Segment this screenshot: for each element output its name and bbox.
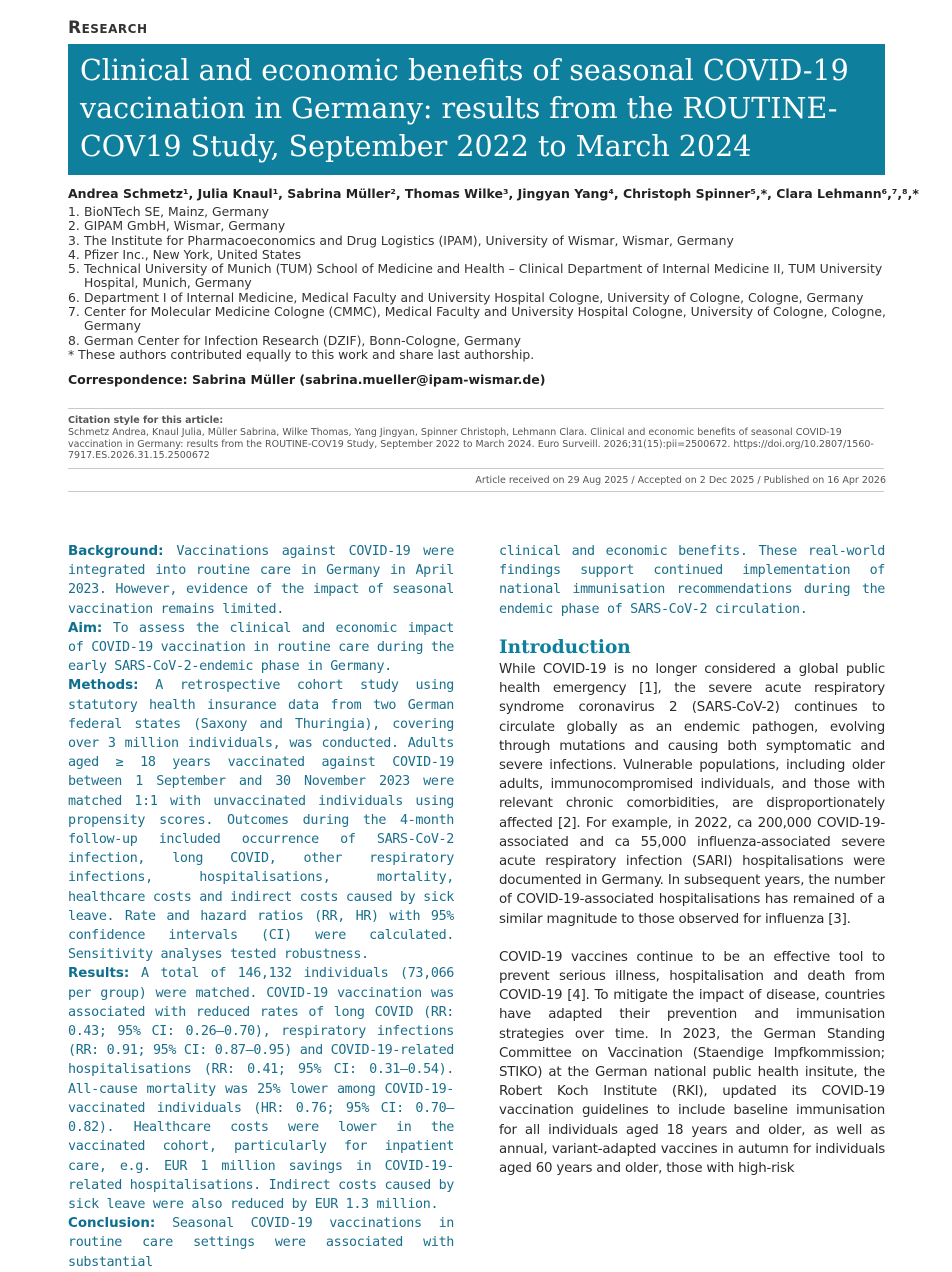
affiliation-item: [68, 205, 898, 219]
divider: [68, 408, 884, 409]
abstract-right-column: [499, 542, 885, 619]
equal-contribution-note: * These authors contributed equally to this work and share last authorship.: [68, 347, 535, 362]
affiliation-list: [68, 205, 898, 348]
abstract-methods-text: A retrospective cohort study using statutory health insurance data from two German federal states (Saxony and Thuringia), covering over 3 million individuals, was conducted. Adults aged ≥ 18 years vaccinated against COVID-19 between 1 September and 30 November 2023 were matched 1:1 with unvaccinated individuals using propensity scores. Outcomes during the 4-month follow-up included occurrence of SARS-CoV-2 infection, long COVID, other respiratory infections, hospitalisations, mortality, healthcare costs and indirect costs caused by sick leave. Rate and hazard ratios (RR, HR) with 95% confidence intervals (CI) were calculated. Sensitivity analyses tested robustness.: [68, 678, 454, 963]
affiliation-text: Department I of Internal Medicine, Medical Faculty and University Hospital Cologne, University of Cologne, Cologne, Germany: [84, 289, 864, 305]
section-label: Research: [68, 18, 148, 38]
abstract-background-label: Background:: [68, 544, 164, 559]
abstract-methods: [68, 676, 454, 964]
affiliation-text: BioNTech SE, Mainz, Germany: [84, 204, 269, 219]
affiliation-item: [68, 262, 898, 291]
abstract-left-column: [68, 542, 454, 1272]
abstract-methods-label: Methods:: [68, 678, 139, 694]
abstract-conclusion: [68, 1214, 454, 1272]
affiliation-number: 3.: [68, 232, 80, 248]
abstract-aim-label: Aim:: [68, 620, 103, 636]
divider: [68, 468, 884, 469]
affiliation-item: [68, 248, 898, 262]
affiliation-item: [68, 305, 898, 334]
affiliation-number: 8.: [68, 332, 80, 348]
affiliation-number: 6.: [68, 289, 80, 305]
affiliation-item: [68, 234, 898, 248]
affiliation-text: GIPAM GmbH, Wismar, Germany: [84, 218, 286, 234]
abstract-results-label: Results:: [68, 966, 130, 982]
affiliation-text: German Center for Infection Research (DZIF), Bonn-Cologne, Germany: [84, 332, 521, 348]
abstract-aim: [68, 619, 454, 677]
affiliation-number: 7.: [68, 304, 80, 320]
citation-heading: Citation style for this article:: [68, 415, 224, 426]
article-dates: Article received on 29 Aug 2025 / Accepted on 2 Dec 2025 / Published on 16 Apr 2026: [475, 475, 886, 486]
affiliation-item: [68, 334, 898, 348]
abstract-conclusion-continued: clinical and economic benefits. These real-world findings support continued implementation of national immunisation recommendations during the endemic phase of SARS-CoV-2 circulation.: [499, 544, 885, 617]
correspondence: Correspondence: Sabrina Müller (sabrina.mueller@ipam-wismar.de): [68, 372, 546, 387]
abstract-results-text: A total of 146,132 individuals (73,066 per group) were matched. COVID-19 vaccination was associated with reduced rates of long COVID (RR: 0.43; 95% CI: 0.26–0.70), respiratory infections (RR: 0.91; 95% CI: 0.87–0.95) and COVID-19-related hospitalisations (RR: 0.41; 95% CI: 0.31–0.54). All-cause mortality was 25% lower among COVID-19-vaccinated individuals (HR: 0.76; 95% CI: 0.70–0.82). Healthcare costs were lower in the vaccinated cohort, particularly for inpatient care, e.g. EUR 1 million savings in COVID-19-related hospitalisations. Indirect costs caused by sick leave were also reduced by EUR 1.3 million.: [68, 966, 454, 1212]
citation-text: Schmetz Andrea, Knaul Julia, Müller Sabrina, Wilke Thomas, Yang Jingyan, Spinner Christoph, Lehmann Clara. Clinical and economic benefits of seasonal COVID-19 vaccination in Germany: results from the ROUTINE-COV19 Study, September 2022 to March 2024. Euro Surveill. 2026;31(15):pii=2500672. https://doi.org/10.2807/1560-7917.ES.2026.31.15.2500672: [68, 427, 874, 462]
affiliation-text: Technical University of Munich (TUM) School of Medicine and Health – Clinical Department of Internal Medicine II, TUM University Hospital, Munich, Germany: [84, 261, 883, 291]
introduction-heading: Introduction: [499, 637, 631, 658]
affiliation-number: 5.: [68, 261, 80, 277]
affiliation-number: 1.: [68, 204, 80, 219]
title-banner: [68, 44, 885, 175]
abstract-background-text: Vaccinations against COVID-19 were integrated into routine care in Germany in April 2023. However, evidence of the impact of seasonal vaccination remains limited.: [68, 544, 455, 617]
affiliation-text: The Institute for Pharmacoeconomics and Drug Logistics (IPAM), University of Wismar, Wismar, Germany: [84, 232, 734, 248]
introduction-paragraph: COVID-19 vaccines continue to be an effective tool to prevent serious illness, hospitalisation and death from COVID-19 [4]. To mitigate the impact of disease, countries have adapted their prevention and immunisation strategies over time. In 2023, the German Standing Committee on Vaccination (Staendige Impfkommission; STIKO) at the German national public health insitute, the Robert Koch Institute (RKI), updated its COVID-19 vaccination guidelines to include baseline immunisation for all individuals aged 18 years and older, as well as annual, variant-adapted vaccines in autumn for individuals aged 60 years and older, those with high-risk: [499, 949, 885, 1177]
abstract-background: [68, 542, 454, 619]
divider: [68, 491, 884, 492]
article-title: Clinical and economic benefits of seasonal COVID-19 vaccination in Germany: results from the ROUTINE-COV19 Study, September 2022 to March 2024: [80, 54, 849, 163]
affiliation-number: 2.: [68, 218, 80, 234]
affiliation-text: Center for Molecular Medicine Cologne (CMMC), Medical Faculty and University Hospital Cologne, University of Cologne, Cologne, Germany: [84, 304, 886, 334]
introduction-body: [499, 660, 885, 1197]
affiliation-item: [68, 219, 898, 233]
affiliation-item: [68, 291, 898, 305]
abstract-conclusion-label: Conclusion:: [68, 1216, 156, 1232]
abstract-results: [68, 964, 454, 1214]
introduction-paragraph: While COVID-19 is no longer considered a global public health emergency [1], the severe acute respiratory syndrome coronavirus 2 (SARS-CoV-2) continues to circulate globally as an endemic pathogen, evolving through mutations and causing both symptomatic and severe infections. Vulnerable populations, including older adults, immunocompromised individuals, and those with relevant chronic comorbidities, are disproportionately affected [2]. For example, in 2022, ca 200,000 COVID-19-associated and ca 55,000 influenza-associated severe acute respiratory infection (SARI) hospitalisations were documented in Germany. In subsequent years, the number of COVID-19-associated hospitalisations has remained of a similar magnitude to those observed for influenza [3].: [499, 662, 885, 927]
affiliation-number: 4.: [68, 246, 80, 262]
affiliation-text: Pfizer Inc., New York, United States: [84, 246, 302, 262]
author-list: Andrea Schmetz¹, Julia Knaul¹, Sabrina Müller², Thomas Wilke³, Jingyan Yang⁴, Christoph Spinner⁵,*, Clara Lehmann⁶,⁷,⁸,*: [68, 186, 919, 201]
abstract-aim-text: To assess the clinical and economic impact of COVID-19 vaccination in routine care during the early SARS-CoV-2-endemic phase in Germany.: [68, 620, 454, 675]
abstract-conclusion-text: Seasonal COVID-19 vaccinations in routine care settings were associated with substantial: [68, 1216, 454, 1270]
